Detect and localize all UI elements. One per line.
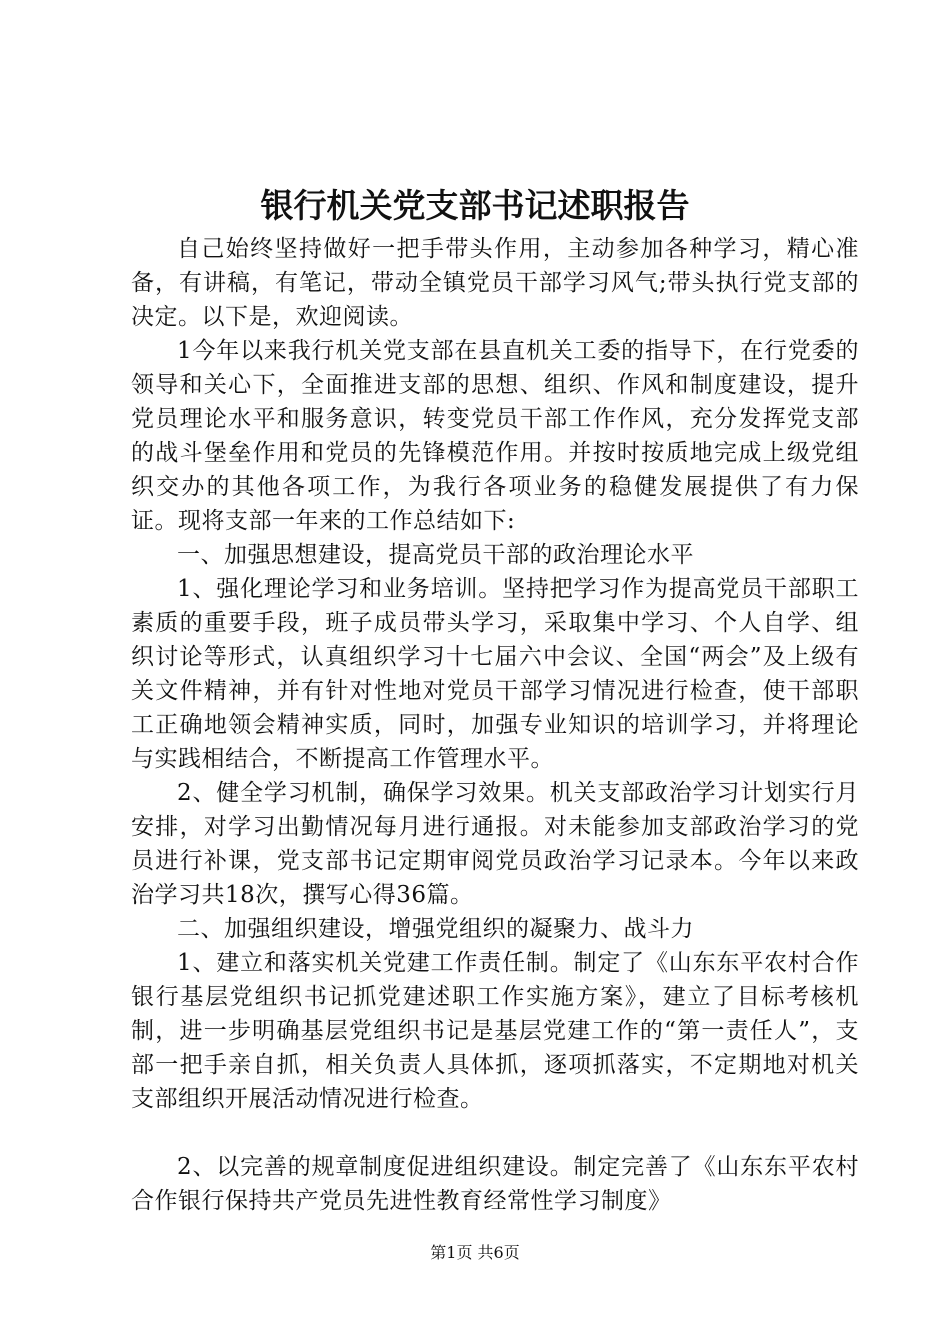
page-number-footer: 第1页 共6页 — [430, 1243, 520, 1262]
section-heading-1: 一、加强思想建设，提高党员干部的政治理论水平 — [177, 542, 694, 568]
paragraph-item-2-2: 2、以完善的规章制度促进组织建设。制定完善了《山东东平农村合作银行保持共产党员先进性教育经常性学习制度》 — [131, 1154, 859, 1214]
paragraph-item-2-1: 1、建立和落实机关党建工作责任制。制定了《山东东平农村合作银行基层党组织书记抓党建述职工作实施方案》，建立了目标考核机制，进一步明确基层党组织书记是基层党建工作的“第一责任人”，支部一把手亲自抓，相关负责人具体抓，逐项抓落实，不定期地对机关支部组织开展活动情况进行检查。 — [131, 950, 859, 1112]
paragraph-item-1-2: 2、健全学习机制，确保学习效果。机关支部政治学习计划实行月安排，对学习出勤情况每月进行通报。对未能参加支部政治学习的党员进行补课，党支部书记定期审阅党员政治学习记录本。今年以来政治学习共18次，撰写心得36篇。 — [131, 780, 859, 908]
section-heading-2: 二、加强组织建设，增强党组织的凝聚力、战斗力 — [177, 916, 694, 942]
document-title: 银行机关党支部书记述职报告 — [260, 186, 690, 225]
document-body — [131, 232, 859, 1218]
paragraph-overview: 1今年以来我行机关党支部在县直机关工委的指导下，在行党委的领导和关心下，全面推进支部的思想、组织、作风和制度建设，提升党员理论水平和服务意识，转变党员干部工作作风，充分发挥党支部的战斗堡垒作用和党员的先锋模范作用。并按时按质地完成上级党组织交办的其他各项工作，为我行各项业务的稳健发展提供了有力保证。现将支部一年来的工作总结如下: — [131, 338, 859, 534]
paragraph-intro: 自己始终坚持做好一把手带头作用，主动参加各种学习，精心准备，有讲稿，有笔记，带动全镇党员干部学习风气;带头执行党支部的决定。以下是，欢迎阅读。 — [131, 236, 859, 330]
paragraph-item-1-1: 1、强化理论学习和业务培训。坚持把学习作为提高党员干部职工素质的重要手段，班子成员带头学习，采取集中学习、个人自学、组织讨论等形式，认真组织学习十七届六中会议、全国“两会”及上级有关文件精神，并有针对性地对党员干部学习情况进行检查，使干部职工正确地领会精神实质，同时，加强专业知识的培训学习，并将理论与实践相结合，不断提高工作管理水平。 — [131, 576, 859, 772]
